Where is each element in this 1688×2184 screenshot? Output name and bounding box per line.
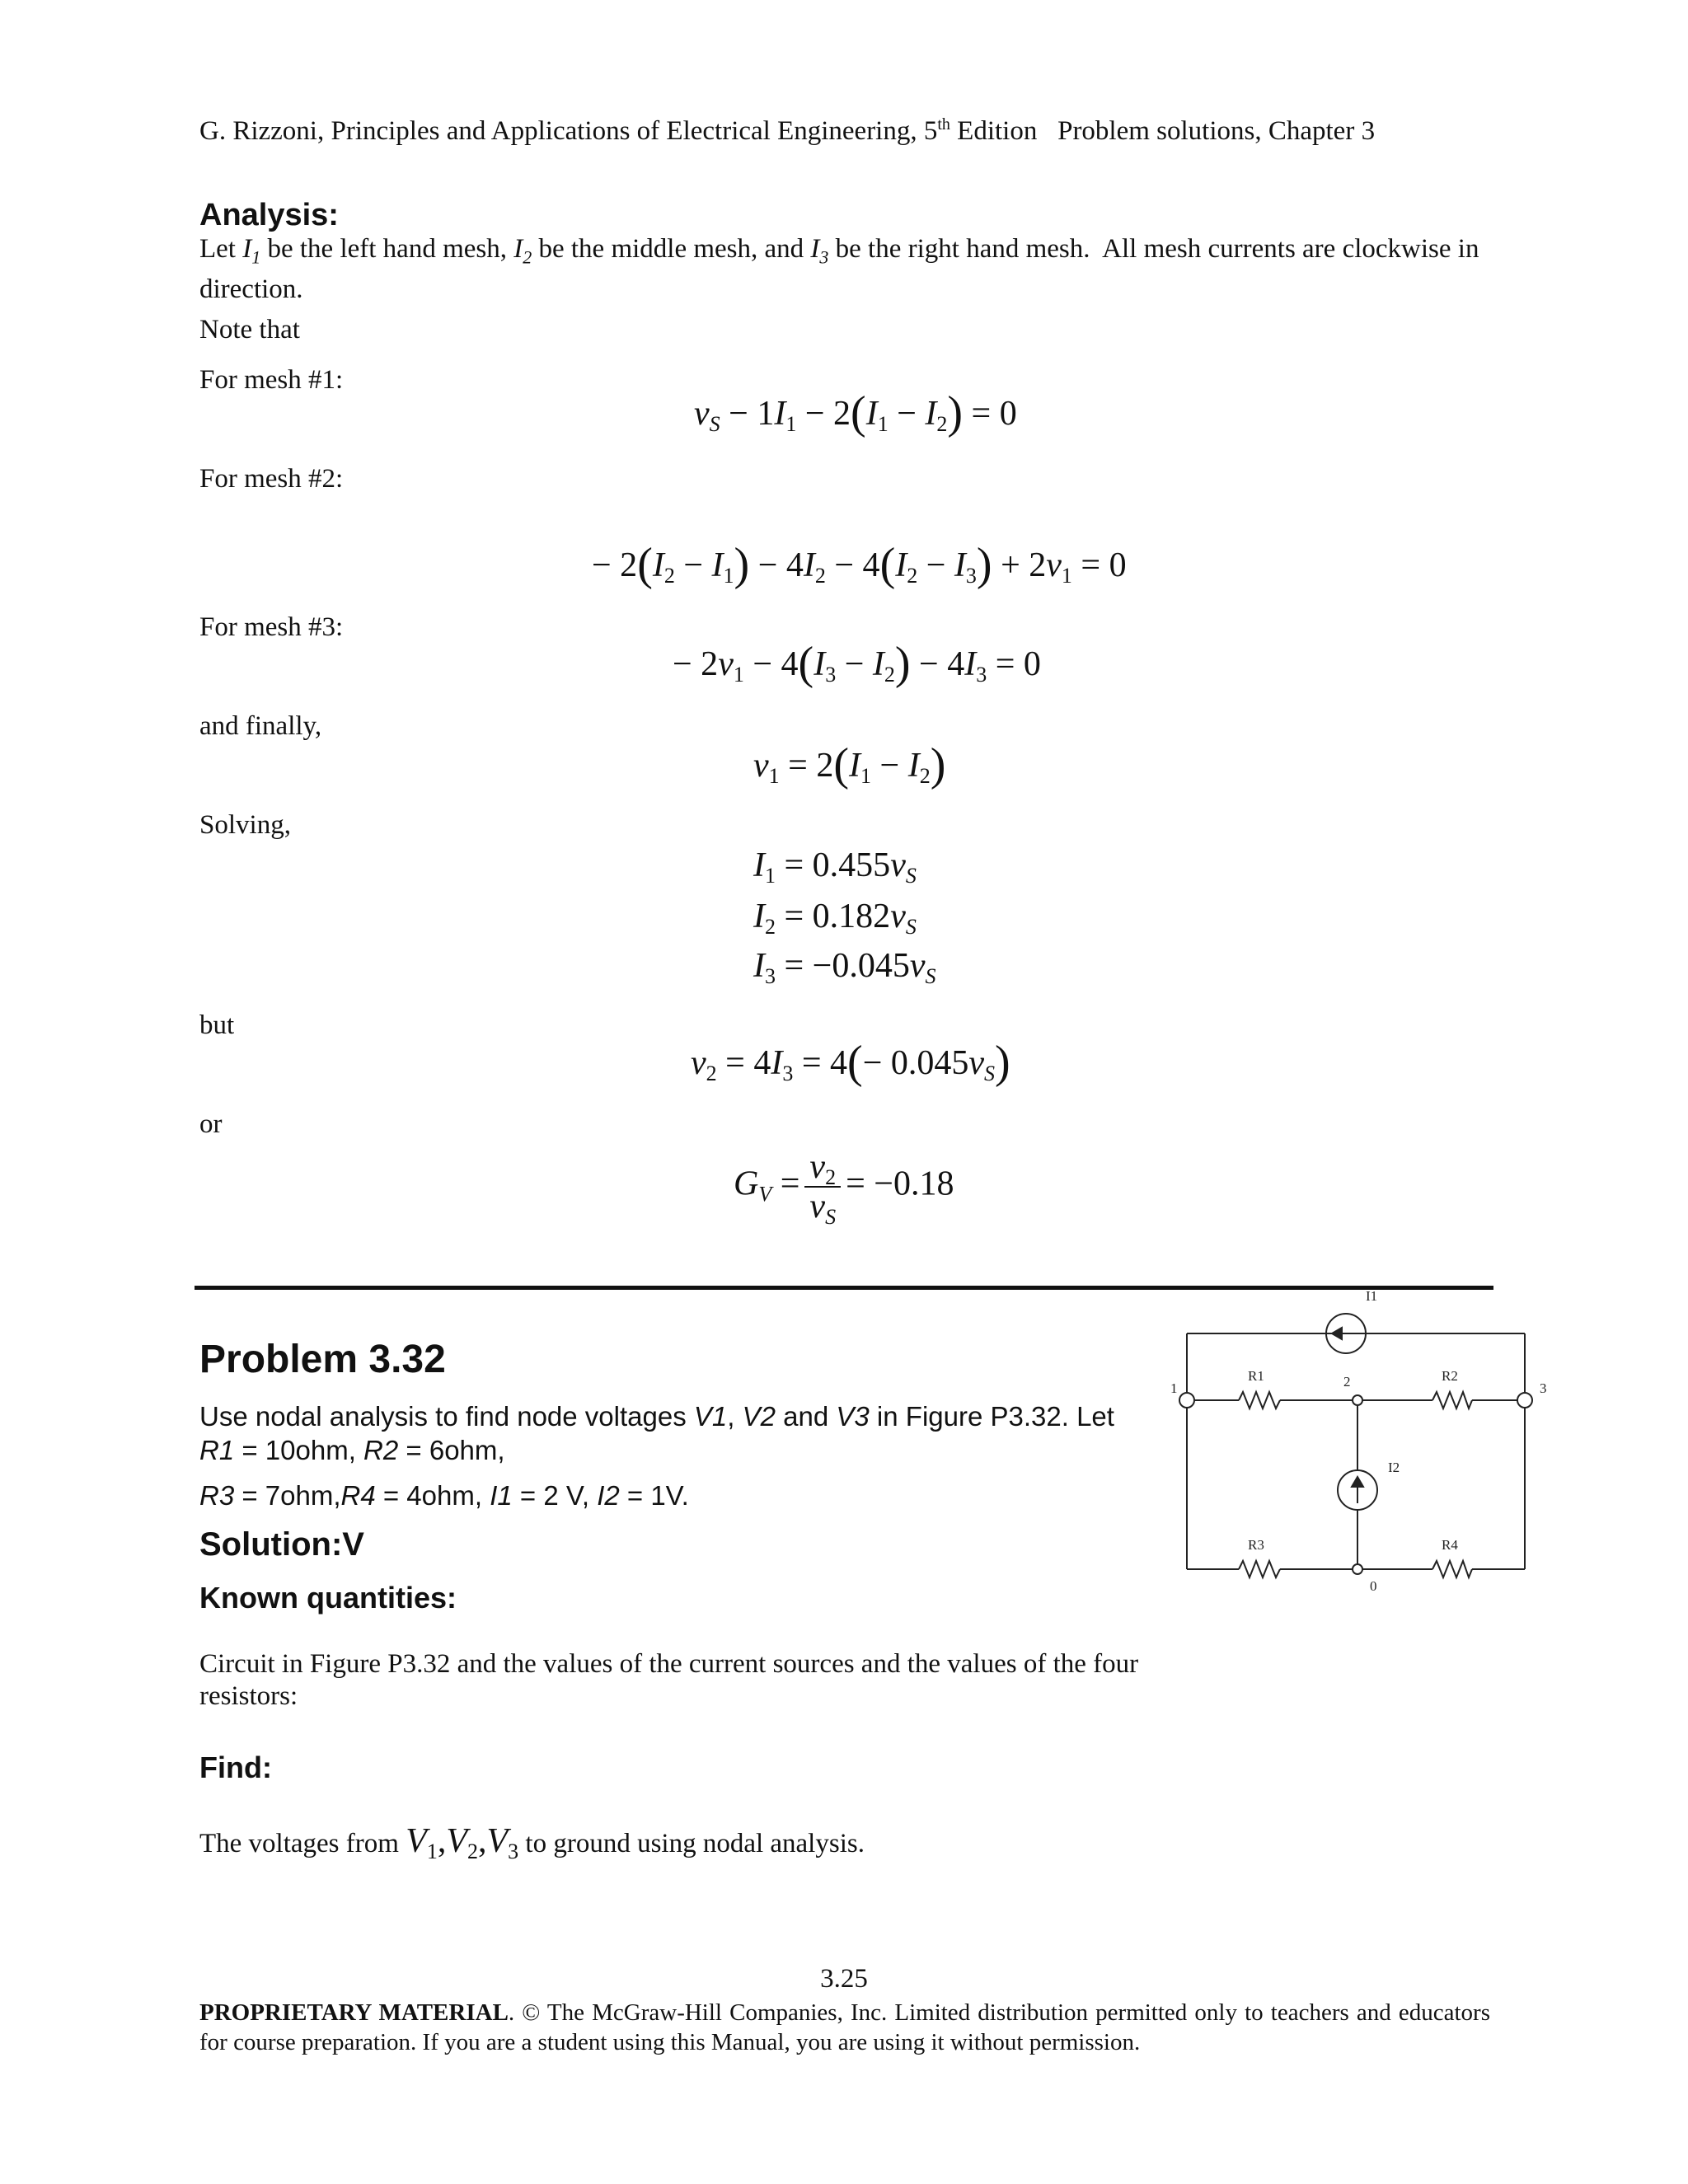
I1-solution: $I_1 = 0.455v_S$ <box>753 846 917 888</box>
node-3 <box>1517 1393 1532 1408</box>
circuit-wires <box>1179 1314 1532 1577</box>
gv-equation: $G_V$ = $\frac{v_2}{v_S}$ = −0.18 <box>734 1148 954 1229</box>
page-header <box>199 115 1375 147</box>
label-r1: R1 <box>1248 1368 1264 1384</box>
node-1 <box>1179 1393 1194 1408</box>
I2-solution: $I_2 = 0.182v_S$ <box>753 898 917 939</box>
solving-label: Solving, <box>199 810 291 840</box>
label-node-1: 1 <box>1170 1380 1178 1396</box>
node-0 <box>1353 1564 1362 1574</box>
analysis-intro: Let $I_1$ be the left hand mesh, $I_2$ be the middle mesh, and $I_3$ be the right hand mesh. All mesh currents are clockwise in direction. <box>199 234 1479 304</box>
finally-label: and finally, <box>199 711 322 741</box>
find-vars: $V_1,V_2,V_3$ <box>406 1822 519 1863</box>
proprietary-bold: PROPRIETARY MATERIAL <box>199 1999 509 2026</box>
but-label: but <box>199 1010 235 1040</box>
label-i2: I2 <box>1388 1460 1400 1475</box>
problem-title: Problem 3.32 <box>199 1338 446 1381</box>
note-label: Note that <box>199 315 300 344</box>
or-label: or <box>199 1109 223 1139</box>
resistor-r4 <box>1432 1561 1472 1577</box>
label-r2: R2 <box>1442 1368 1458 1384</box>
label-r4: R4 <box>1442 1537 1458 1553</box>
resistor-r1 <box>1239 1392 1280 1408</box>
v1-equation: $v_1 = 2(I_1 - I_2)$ <box>753 739 946 790</box>
solution-heading: Solution:V <box>199 1526 364 1563</box>
mesh2-label: For mesh #2: <box>199 464 344 494</box>
find-heading: Find: <box>199 1750 272 1784</box>
circuit-figure-p3-32 <box>1160 1286 1556 1619</box>
proprietary-notice <box>199 1998 1490 2057</box>
mesh1-equation: $v_S - 1I_1 - 2(I_1 - I_2) = 0$ <box>694 387 1017 438</box>
label-node-2: 2 <box>1343 1374 1351 1390</box>
label-i1: I1 <box>1366 1288 1378 1304</box>
problem-statement-line2: R3 = 7ohm,R4 = 4ohm, I1 = 2 V, I2 = 1V. <box>199 1480 689 1511</box>
label-r3: R3 <box>1248 1537 1264 1553</box>
find-text-prefix: The voltages from <box>199 1829 399 1858</box>
mesh3-label: For mesh #3: <box>199 612 344 642</box>
page-number: 3.25 <box>820 1964 868 1994</box>
source-arrows <box>1332 1328 1363 1503</box>
analysis-heading: Analysis: <box>199 198 339 232</box>
mesh1-label: For mesh #1: <box>199 365 344 395</box>
problem-statement-line1: Use nodal analysis to find node voltages V1, V2 and V3 in Figure P3.32. Let R1 = 10ohm, R2 = 6ohm, <box>199 1401 1114 1465</box>
find-text <box>199 1821 865 1861</box>
resistor-r3 <box>1239 1561 1280 1577</box>
label-node-3: 3 <box>1540 1380 1547 1396</box>
mesh2-equation: − $2(I_2 - I_1) - 4I_2 - 4(I_2 - I_3) + 2v_1 = 0$ <box>592 539 1127 590</box>
proprietary-text: . © The McGraw-Hill Companies, Inc. Limited distribution permitted only to teachers and educators for course preparation. If you are a student using this Manual, you are using it without permission. <box>199 1999 1490 2055</box>
node-2 <box>1353 1395 1362 1405</box>
resistor-r2 <box>1432 1392 1472 1408</box>
v2-equation: $v_2 = 4I_3 = 4(- 0.045v_S)$ <box>691 1037 1010 1088</box>
I3-solution: $I_3 = -0.045v_S$ <box>753 947 936 988</box>
find-text-suffix: to ground using nodal analysis. <box>525 1829 865 1858</box>
mesh3-equation: − $2v_1 - 4(I_3 - I_2) - 4I_3 = 0$ <box>673 638 1041 689</box>
label-node-0: 0 <box>1370 1578 1377 1594</box>
known-text: Circuit in Figure P3.32 and the values of the current sources and the values of the four resistors: <box>199 1649 1139 1711</box>
known-heading: Known quantities: <box>199 1581 457 1615</box>
header-text: G. Rizzoni, Principles and Applications of Electrical Engineering, 5th Edition Problem solutions, Chapter 3 <box>199 115 1376 146</box>
